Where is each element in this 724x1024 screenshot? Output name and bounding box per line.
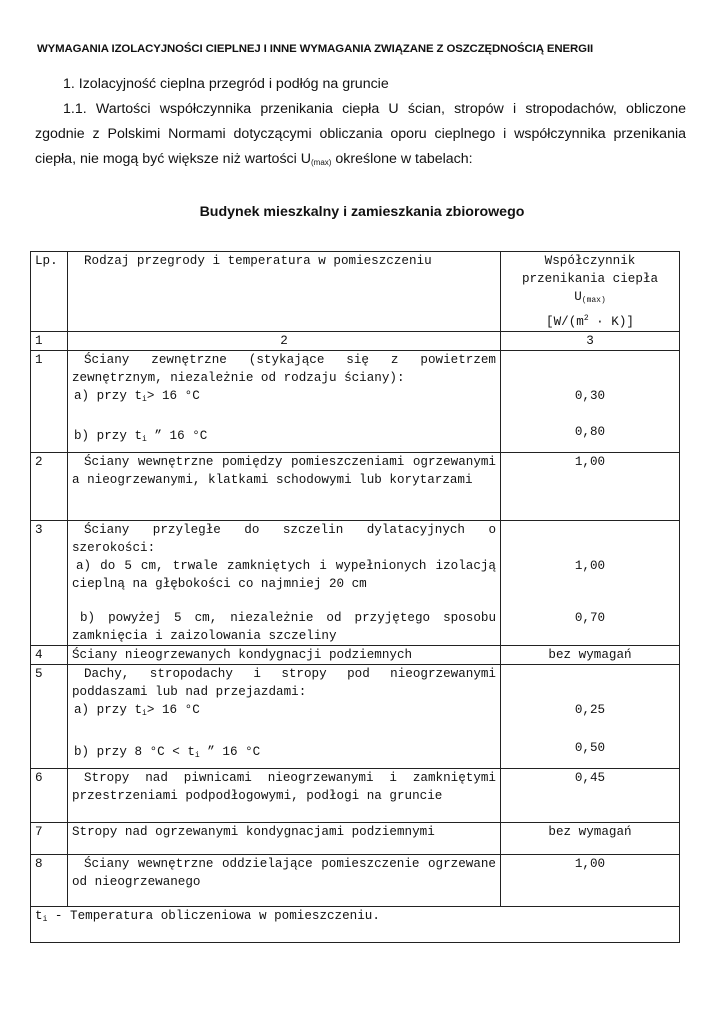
header-col3-sub: (max) — [581, 296, 606, 305]
table-title: Budynek mieszkalny i zamieszkania zbiorowego — [199, 204, 525, 220]
row-lp: 5 — [31, 665, 68, 769]
row-value: 1,00 — [501, 453, 680, 521]
option-b-text: b) przy 8 °C < t — [74, 745, 195, 760]
row-lp: 4 — [31, 646, 68, 665]
row-description — [68, 453, 501, 521]
index-1: 1 — [31, 332, 68, 351]
option-a-rest: > 16 °C — [146, 389, 200, 404]
table-footnote-row — [31, 907, 680, 943]
option-a-rest: > 16 °C — [146, 703, 200, 718]
value-a: 0,30 — [574, 389, 606, 404]
header-lp: Lp. — [31, 252, 68, 332]
row-option-a — [72, 701, 496, 723]
row-description — [68, 855, 501, 907]
row-value — [501, 351, 680, 453]
row-text: Dachy, stropodachy i stropy pod nieogrzewanymi poddaszami lub nad przejazdami: — [72, 667, 496, 700]
table-row — [31, 769, 680, 823]
footnote-sub: i — [42, 915, 48, 925]
row-option-b: b) powyżej 5 cm, niezależnie od przyjętego sposobu zamknięcia i zaizolowania szczeliny — [72, 611, 496, 644]
row-value — [501, 665, 680, 769]
umax-subscript: (max) — [310, 158, 332, 167]
table-row — [31, 453, 680, 521]
header-col3-text: Współczynnik przenikania ciepła U — [521, 254, 659, 304]
option-a-sub: i — [142, 395, 147, 405]
paragraph-text-end: określone w tabelach: — [331, 151, 473, 167]
table-row — [31, 855, 680, 907]
option-b-sub: i — [142, 435, 147, 445]
row-text: Ściany zewnętrzne (stykające się z powietrzem zewnętrznym, niezależnie od rodzaju ściany): — [72, 353, 496, 386]
section-1-1-paragraph — [35, 97, 686, 175]
row-description — [68, 769, 501, 823]
row-value: 1,00 — [501, 855, 680, 907]
table-row — [31, 646, 680, 665]
table-row — [31, 665, 680, 769]
option-b-sub: i — [194, 751, 200, 761]
row-lp: 3 — [31, 521, 68, 646]
table-index-row — [31, 332, 680, 351]
header-col2-text: Rodzaj przegrody i temperatura w pomieszczeniu — [84, 254, 432, 268]
row-lp: 7 — [31, 823, 68, 855]
table-row — [31, 521, 680, 646]
row-description — [68, 665, 501, 769]
row-lp: 6 — [31, 769, 68, 823]
header-col3-sup: 2 — [583, 314, 589, 323]
value-b: 0,80 — [574, 425, 606, 440]
option-a-text: a) przy t — [74, 703, 143, 718]
row-value: 0,45 — [501, 769, 680, 823]
document-heading: WYMAGANIA IZOLACYJNOŚCI CIEPLNEJ I INNE WYMAGANIA ZWIĄZANE Z OSZCZĘDNOŚCIĄ ENERGII — [37, 43, 594, 55]
header-col3-unit: [W/(m — [546, 315, 584, 330]
row-text: Ściany wewnętrzne oddzielające pomieszczenie ogrzewane od nieogrzewanego — [72, 857, 496, 890]
value-b: 0,70 — [574, 611, 606, 626]
row-description: Stropy nad ogrzewanymi kondygnacjami podziemnymi — [68, 823, 501, 855]
row-option-b — [72, 743, 496, 765]
row-option-a — [72, 387, 496, 409]
row-description: Ściany nieogrzewanych kondygnacji podziemnych — [68, 646, 501, 665]
header-col3 — [501, 252, 680, 332]
index-3: 3 — [501, 332, 680, 351]
header-col2 — [68, 252, 501, 332]
value-b: 0,50 — [574, 741, 606, 756]
option-a-text: a) przy t — [74, 389, 143, 404]
footnote-text: - Temperatura obliczeniowa w pomieszczeniu. — [47, 909, 380, 924]
row-value — [501, 521, 680, 646]
value-a: 1,00 — [574, 559, 606, 574]
row-text: Ściany przyległe do szczelin dylatacyjnych o szerokości: — [72, 523, 496, 556]
table-footnote — [31, 907, 680, 943]
header-col3-unit-end: · K)] — [588, 315, 634, 330]
row-option-b — [72, 427, 496, 449]
table-row — [31, 823, 680, 855]
footnote-t: t — [35, 909, 43, 924]
option-a-sub: i — [142, 709, 147, 719]
option-b-rest: ” 16 °C — [146, 429, 208, 444]
value-a: 0,25 — [574, 703, 606, 718]
row-lp: 2 — [31, 453, 68, 521]
row-text: Ściany wewnętrzne pomiędzy pomieszczeniami ogrzewanymi a nieogrzewanymi, klatkami schodowymi lub korytarzami — [72, 455, 496, 488]
table-row — [31, 351, 680, 453]
table-header-row — [31, 252, 680, 332]
insulation-table — [30, 251, 680, 943]
row-option-a: a) do 5 cm, trwale zamkniętych i wypełnionych izolacją cieplną na głębokości co najmniej 20 cm — [72, 559, 496, 592]
section-1-heading: 1. Izolacyjność cieplna przegród i podłóg na gruncie — [63, 76, 389, 92]
paragraph-text: 1.1. Wartości współczynnika przenikania ciepła U ścian, stropów i stropodachów, obliczone zgodnie z Polskimi Normami dotyczącymi obliczania oporu cieplnego i współczynnika przenikania ciepła, nie mogą być większe niż wartości U — [35, 101, 686, 167]
row-text: Stropy nad piwnicami nieogrzewanymi i zamkniętymi przestrzeniami podpodłogowymi, podłogi na gruncie — [72, 771, 496, 804]
row-description — [68, 351, 501, 453]
row-value: bez wymagań — [501, 823, 680, 855]
option-b-rest: ” 16 °C — [199, 745, 261, 760]
row-lp: 1 — [31, 351, 68, 453]
row-value: bez wymagań — [501, 646, 680, 665]
row-lp: 8 — [31, 855, 68, 907]
index-2: 2 — [68, 332, 501, 351]
option-b-text: b) przy t — [74, 429, 143, 444]
row-description — [68, 521, 501, 646]
